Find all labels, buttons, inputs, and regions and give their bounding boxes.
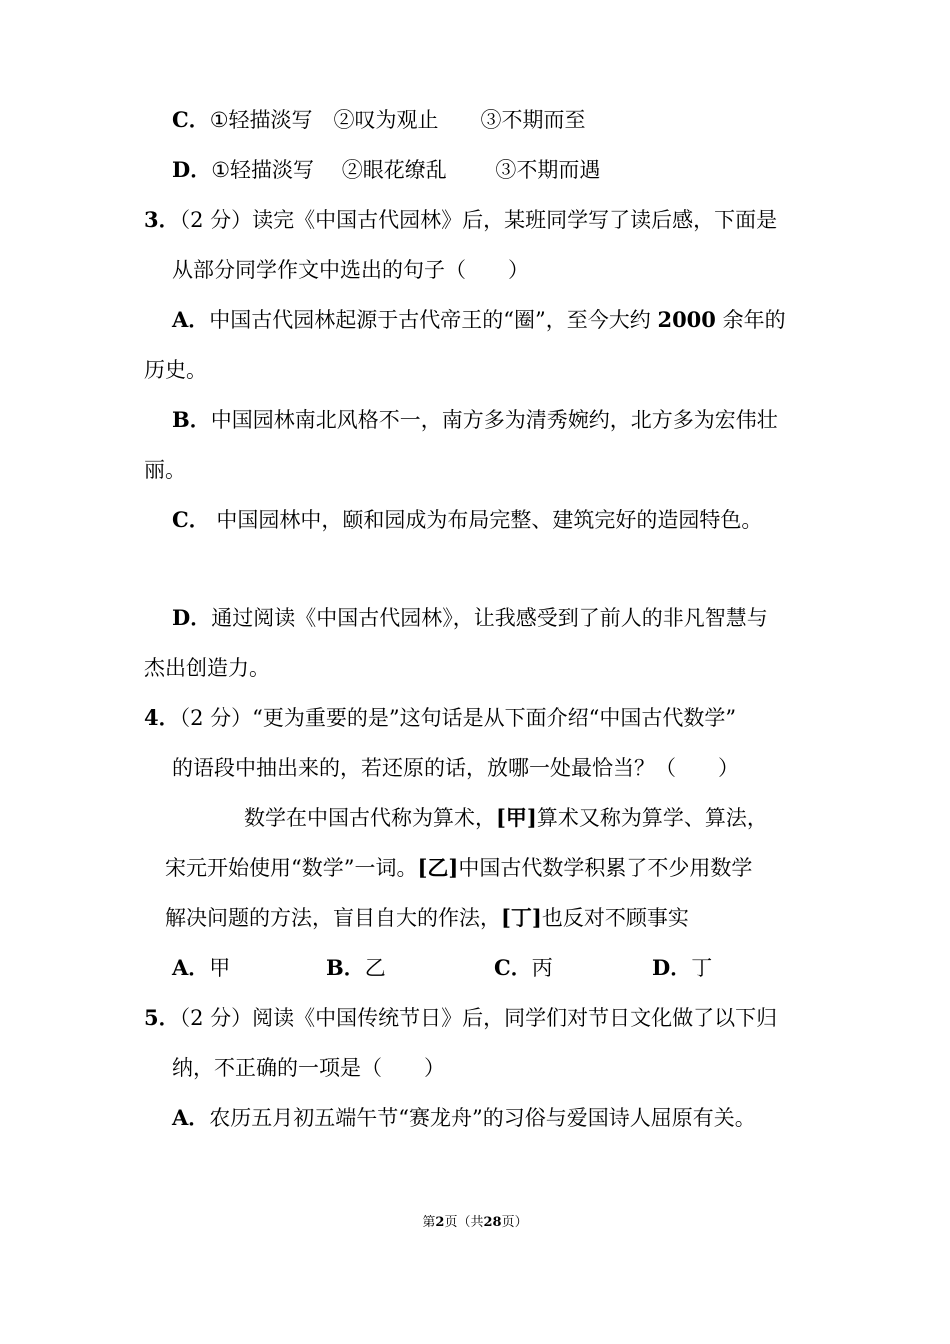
page-footer xyxy=(0,1214,950,1232)
option-text: 中国古代园林起源于古代帝王的“圈”，至今大约 xyxy=(209,308,658,332)
q3-option-b xyxy=(172,406,778,434)
q4-stem-line-2: 的语段中抽出来的，若还原的话，放哪一处最恰当？（ ） xyxy=(172,756,739,780)
q3-option-b-cont: 丽。 xyxy=(144,458,186,482)
passage-text-end: 算术又称为算学、算法， xyxy=(536,806,768,830)
question-number: 5． xyxy=(144,1005,180,1030)
q3-option-c xyxy=(172,506,762,534)
q3-option-a-cont: 历史。 xyxy=(144,358,207,382)
option-text: 中国园林南北风格不一，南方多为清秀婉约，北方多为宏伟壮 xyxy=(210,408,778,432)
option-text: 甲 xyxy=(209,956,231,980)
question-score: （2 分） xyxy=(179,706,253,730)
option-text: 丙 xyxy=(531,956,553,980)
question-score: （2 分） xyxy=(179,1006,253,1030)
option-label: A． xyxy=(172,955,210,980)
q3-stem-line-1 xyxy=(144,206,777,234)
passage-marker-ding: [丁] xyxy=(501,905,542,930)
passage-text-end: 也反对不顾事实 xyxy=(541,906,689,930)
q5-stem-line-2: 纳，不正确的一项是（ ） xyxy=(172,1056,445,1080)
question-text: “更为重要的是”这句话是从下面介绍“中国古代数学” xyxy=(252,706,737,730)
passage-marker-jia: [甲] xyxy=(496,805,537,830)
question-text: 读完《中国古代园林》后，某班同学写了读后感，下面是 xyxy=(252,208,778,232)
q4-option-a xyxy=(172,954,230,982)
q4-option-c xyxy=(494,954,553,982)
q4-passage-line-1 xyxy=(244,804,768,832)
option-label: B． xyxy=(172,407,211,432)
option-text: 农历五月初五端午节“赛龙舟”的习俗与爱国诗人屈原有关。 xyxy=(209,1106,756,1130)
passage-marker-yi: [乙] xyxy=(417,855,459,880)
question-number: 3． xyxy=(144,207,180,232)
footer-text: 页） xyxy=(501,1215,528,1230)
q4-stem-line-1 xyxy=(144,704,736,732)
passage-text: 数学在中国古代称为算术， xyxy=(244,806,496,830)
option-year: 2000 xyxy=(657,307,716,332)
q4-passage-line-2 xyxy=(165,854,752,882)
passage-text: 解决问题的方法，盲目自大的作法， xyxy=(165,906,501,930)
q5-option-a xyxy=(172,1104,756,1132)
option-label: C． xyxy=(172,107,210,132)
q4-option-d xyxy=(652,954,712,982)
q3-option-a xyxy=(172,306,786,334)
option-text: 乙 xyxy=(364,956,386,980)
q3-option-d-cont: 杰出创造力。 xyxy=(144,656,270,680)
option-text: ①轻描淡写 ②眼花缭乱 ③不期而遇 xyxy=(211,158,601,182)
option-label: C． xyxy=(172,507,210,532)
question-text: 阅读《中国传统节日》后，同学们对节日文化做了以下归 xyxy=(252,1006,778,1030)
option-text: 丁 xyxy=(691,956,713,980)
question-score: （2 分） xyxy=(179,208,253,232)
q2-option-d xyxy=(172,156,600,184)
q3-option-d xyxy=(172,604,768,632)
q5-stem-line-1 xyxy=(144,1004,777,1032)
option-text: 中国园林中，颐和园成为布局完整、建筑完好的造园特色。 xyxy=(209,508,763,532)
option-label: D． xyxy=(172,157,212,182)
footer-page-number: 2 xyxy=(435,1215,445,1230)
q4-passage-line-3 xyxy=(165,904,689,932)
option-text: ①轻描淡写 ②叹为观止 ③不期而至 xyxy=(209,108,586,132)
option-label: D． xyxy=(172,605,212,630)
footer-total-pages: 28 xyxy=(483,1215,502,1230)
passage-text-end: 中国古代数学积累了不少用数学 xyxy=(458,856,753,880)
passage-text: 宋元开始使用“数学”一词。 xyxy=(165,856,418,880)
option-label: D． xyxy=(652,955,692,980)
option-text-end: 余年的 xyxy=(715,308,786,332)
option-label: C． xyxy=(494,955,532,980)
option-label: A． xyxy=(172,1105,210,1130)
q3-stem-line-2: 从部分同学作文中选出的句子（ ） xyxy=(172,258,529,282)
question-number: 4． xyxy=(144,705,180,730)
option-label: B． xyxy=(326,955,365,980)
q2-option-c xyxy=(172,106,586,134)
q4-option-b xyxy=(326,954,386,982)
option-text: 通过阅读《中国古代园林》，让我感受到了前人的非凡智慧与 xyxy=(211,606,768,630)
footer-text: 第 xyxy=(422,1215,436,1230)
option-label: A． xyxy=(172,307,210,332)
footer-text: 页（共 xyxy=(444,1215,484,1230)
